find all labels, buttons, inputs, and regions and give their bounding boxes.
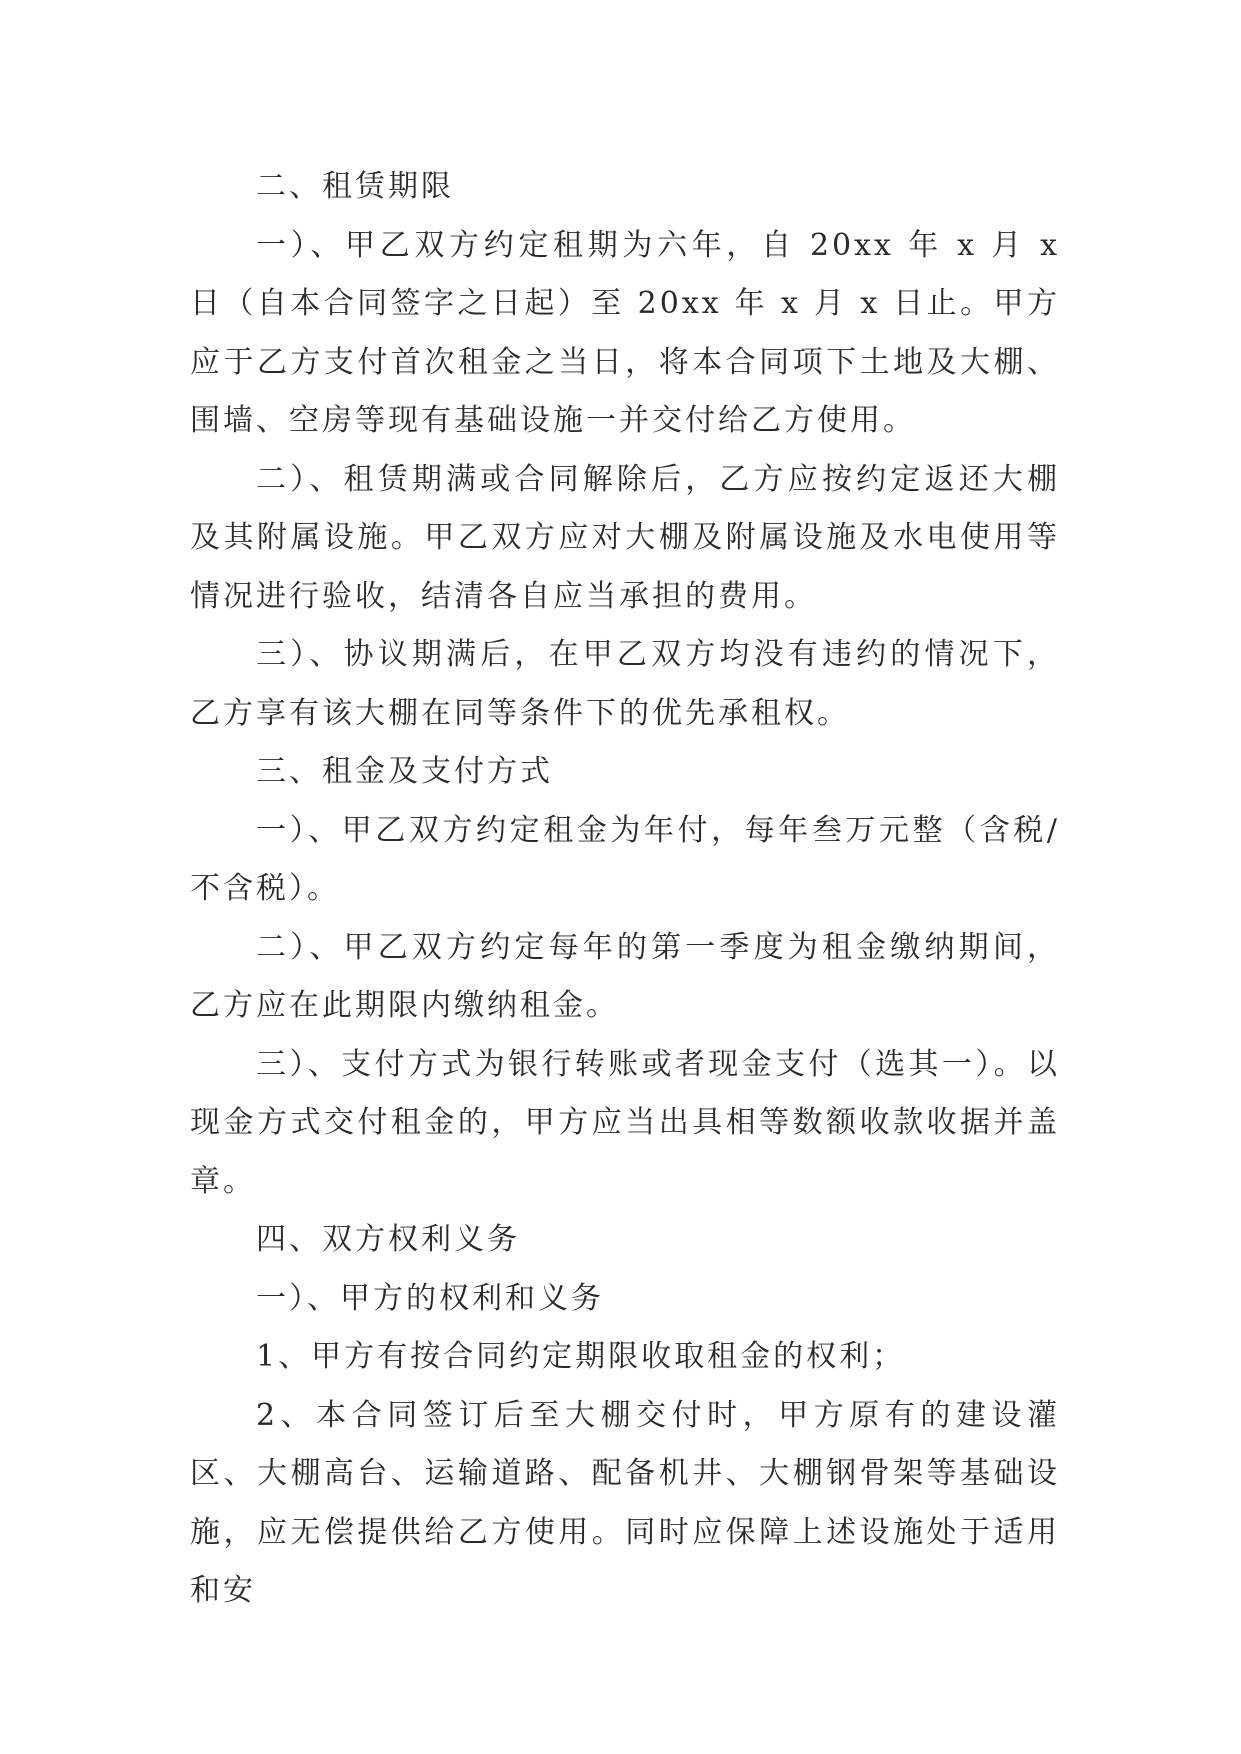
subheading-party-a-rights: 一）、甲方的权利和义务 — [256, 1280, 604, 1316]
paragraph-party-a-item-1: 1、甲方有按合同约定期限收取租金的权利； — [256, 1339, 906, 1374]
section-heading-lease-term: 二、租赁期限 — [256, 169, 454, 204]
paragraph-lease-term-3: 三）、协议期满后，在甲乙双方均没有违约的情况下，乙方享有该大棚在同等条件下的优先承租权。 — [190, 637, 1060, 731]
section-heading-rent-payment: 三、租金及支付方式 — [256, 754, 553, 789]
paragraph-party-a-item-2: 2、本合同签订后至大棚交付时，甲方原有的建设灌区、大棚高台、运输道路、配备机井、大棚钢骨架等基础设施，应无偿提供给乙方使用。同时应保障上述设施处于适用和安 — [190, 1397, 1060, 1608]
section-heading-rights-obligations: 四、双方权利义务 — [256, 1222, 520, 1257]
paragraph-rent-2: 二）、甲乙双方约定每年的第一季度为租金缴纳期间，乙方应在此期限内缴纳租金。 — [190, 929, 1060, 1023]
paragraph-rent-1: 一）、甲乙双方约定租金为年付，每年叁万元整（含税/不含税）。 — [190, 812, 1060, 906]
document-body — [190, 158, 1060, 1621]
paragraph-lease-term-1: 一）、甲乙双方约定租期为六年，自 20xx 年 x 月 x 日（自本合同签字之日起）至 20xx 年 x 月 x 日止。甲方应于乙方支付首次租金之当日，将本合同项下土地及大棚、围墙、空房等现有基础设施一并交付给乙方使用。 — [190, 227, 1060, 438]
paragraph-rent-3: 三）、支付方式为银行转账或者现金支付（选其一）。以现金方式交付租金的，甲方应当出具相等数额收款收据并盖章。 — [190, 1046, 1060, 1199]
paragraph-lease-term-2: 二）、租赁期满或合同解除后，乙方应按约定返还大棚及其附属设施。甲乙双方应对大棚及附属设施及水电使用等情况进行验收，结清各自应当承担的费用。 — [190, 461, 1060, 614]
